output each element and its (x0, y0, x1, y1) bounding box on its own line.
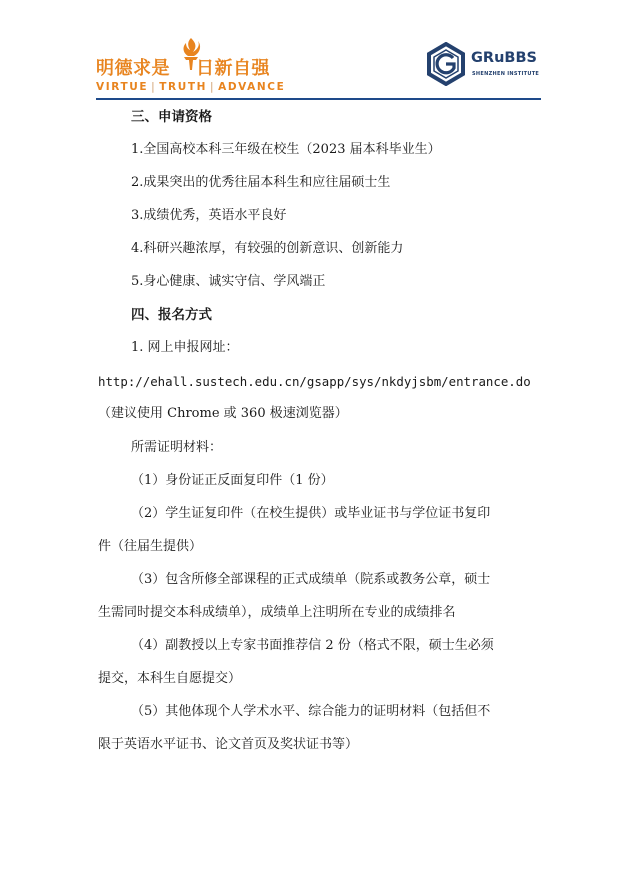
grubbs-logo (424, 42, 544, 86)
list-item: 5.身心健康、诚实守信、学风端正 (131, 274, 326, 289)
torch-icon (179, 36, 203, 72)
material-item: （5）其他体现个人学术水平、综合能力的证明材料（包括但不 (131, 704, 491, 719)
list-item: 2.成果突出的优秀往届本科生和应往届硕士生 (131, 175, 391, 190)
motto-en-word: TRUTH (159, 81, 207, 93)
motto-cn-part1: 明德求是 (96, 58, 170, 79)
browser-note: （建议使用 Chrome 或 360 极速浏览器） (98, 406, 348, 421)
motto-en-word: VIRTUE (96, 81, 149, 93)
material-item-continued: 提交，本科生自愿提交） (98, 671, 242, 686)
material-item-continued: 生需同时提交本科成绩单），成绩单上注明所在专业的成绩排名 (98, 605, 456, 620)
material-item: （4）副教授以上专家书面推荐信 2 份（格式不限，硕士生必须 (131, 638, 494, 653)
application-url-link[interactable]: http://ehall.sustech.edu.cn/gsapp/sys/nkdyjsbm/entrance.do (98, 374, 531, 389)
motto-en-word: ADVANCE (218, 81, 286, 93)
list-item: 1.全国高校本科三年级在校生（2023 届本科毕业生） (131, 142, 441, 157)
list-item: 3.成绩优秀，英语水平良好 (131, 208, 287, 223)
section-title: 三、申请资格 (131, 109, 212, 125)
hexagon-g-icon (424, 42, 468, 86)
header-divider (96, 98, 541, 100)
section-title: 四、报名方式 (131, 307, 212, 323)
step-label: 1. 网上申报网址： (131, 340, 239, 355)
motto-cn-part2: 日新自强 (196, 58, 270, 79)
material-item: （3）包含所修全部课程的正式成绩单（院系或教务公章，硕士 (131, 572, 491, 587)
material-item: （1）身份证正反面复印件（1 份） (131, 473, 334, 488)
materials-intro: 所需证明材料： (131, 440, 223, 455)
material-item-continued: 件（往届生提供） (98, 539, 203, 554)
material-item: （2）学生证复印件（在校生提供）或毕业证书与学位证书复印 (131, 506, 491, 521)
motto-en: VIRTUE | TRUTH | ADVANCE (96, 81, 286, 93)
material-item-continued: 限于英语水平证书、论文首页及奖状证书等） (98, 737, 359, 752)
brand-subtitle: SHENZHEN INSTITUTE (472, 71, 540, 77)
brand-name: GRuBBS (471, 50, 537, 66)
university-logo (96, 36, 296, 94)
list-item: 4.科研兴趣浓厚，有较强的创新意识、创新能力 (131, 241, 404, 256)
